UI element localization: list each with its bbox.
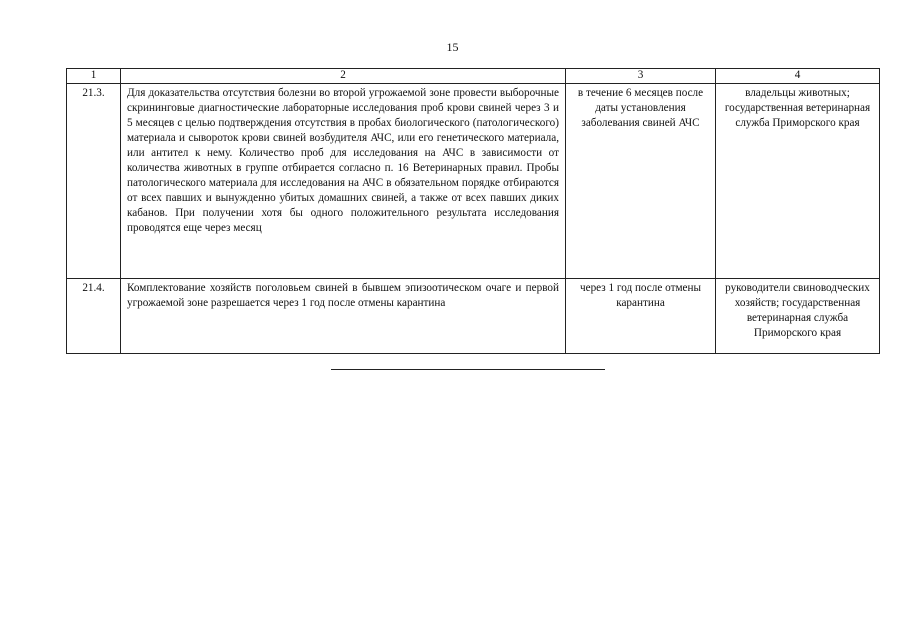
table-row	[67, 279, 880, 354]
row-description: Комплектование хозяйств поголовьем свиней в бывшем эпизоотическом очаге и первой угрожаемой зоне разрешается через 1 год после отмены карантина	[121, 279, 566, 354]
end-divider-line	[331, 369, 605, 370]
measures-table	[66, 68, 880, 354]
row-description: Для доказательства отсутствия болезни во второй угрожаемой зоне провести выборочные скрининговые диагностические лабораторные исследования проб крови свиней через 3 и 5 месяцев с целью подтверждения отсутствия в пробах биологического (патологического) материала и сывороток крови свиней возбудителя АЧС, или его генетического материала, или антител к нему. Количество проб для исследования на АЧС в зависимости от количества животных в группе отбирается согласно п. 16 Ветеринарных правил. Пробы патологического материала для исследования на АЧС в обязательном порядке отбираются от всех павших и вынужденно убитых домашних свиней, а также от всех павших диких кабанов. При получении хотя бы одного положительного результата исследования проводятся еще через месяц	[121, 84, 566, 279]
column-header-3: 3	[566, 69, 716, 84]
column-header-2: 2	[121, 69, 566, 84]
row-number: 21.3.	[67, 84, 121, 279]
row-term: в течение 6 месяцев после даты установления заболевания свиней АЧС	[566, 84, 716, 279]
page-number: 15	[446, 40, 459, 54]
column-header-1: 1	[67, 69, 121, 84]
table-header-row	[67, 69, 880, 84]
table-row	[67, 84, 880, 279]
row-term: через 1 год после отмены карантина	[566, 279, 716, 354]
column-header-4: 4	[716, 69, 880, 84]
row-responsible: руководители свиноводческих хозяйств; государственная ветеринарная служба Приморского края	[716, 279, 880, 354]
row-number: 21.4.	[67, 279, 121, 354]
row-responsible: владельцы животных; государственная ветеринарная служба Приморского края	[716, 84, 880, 279]
